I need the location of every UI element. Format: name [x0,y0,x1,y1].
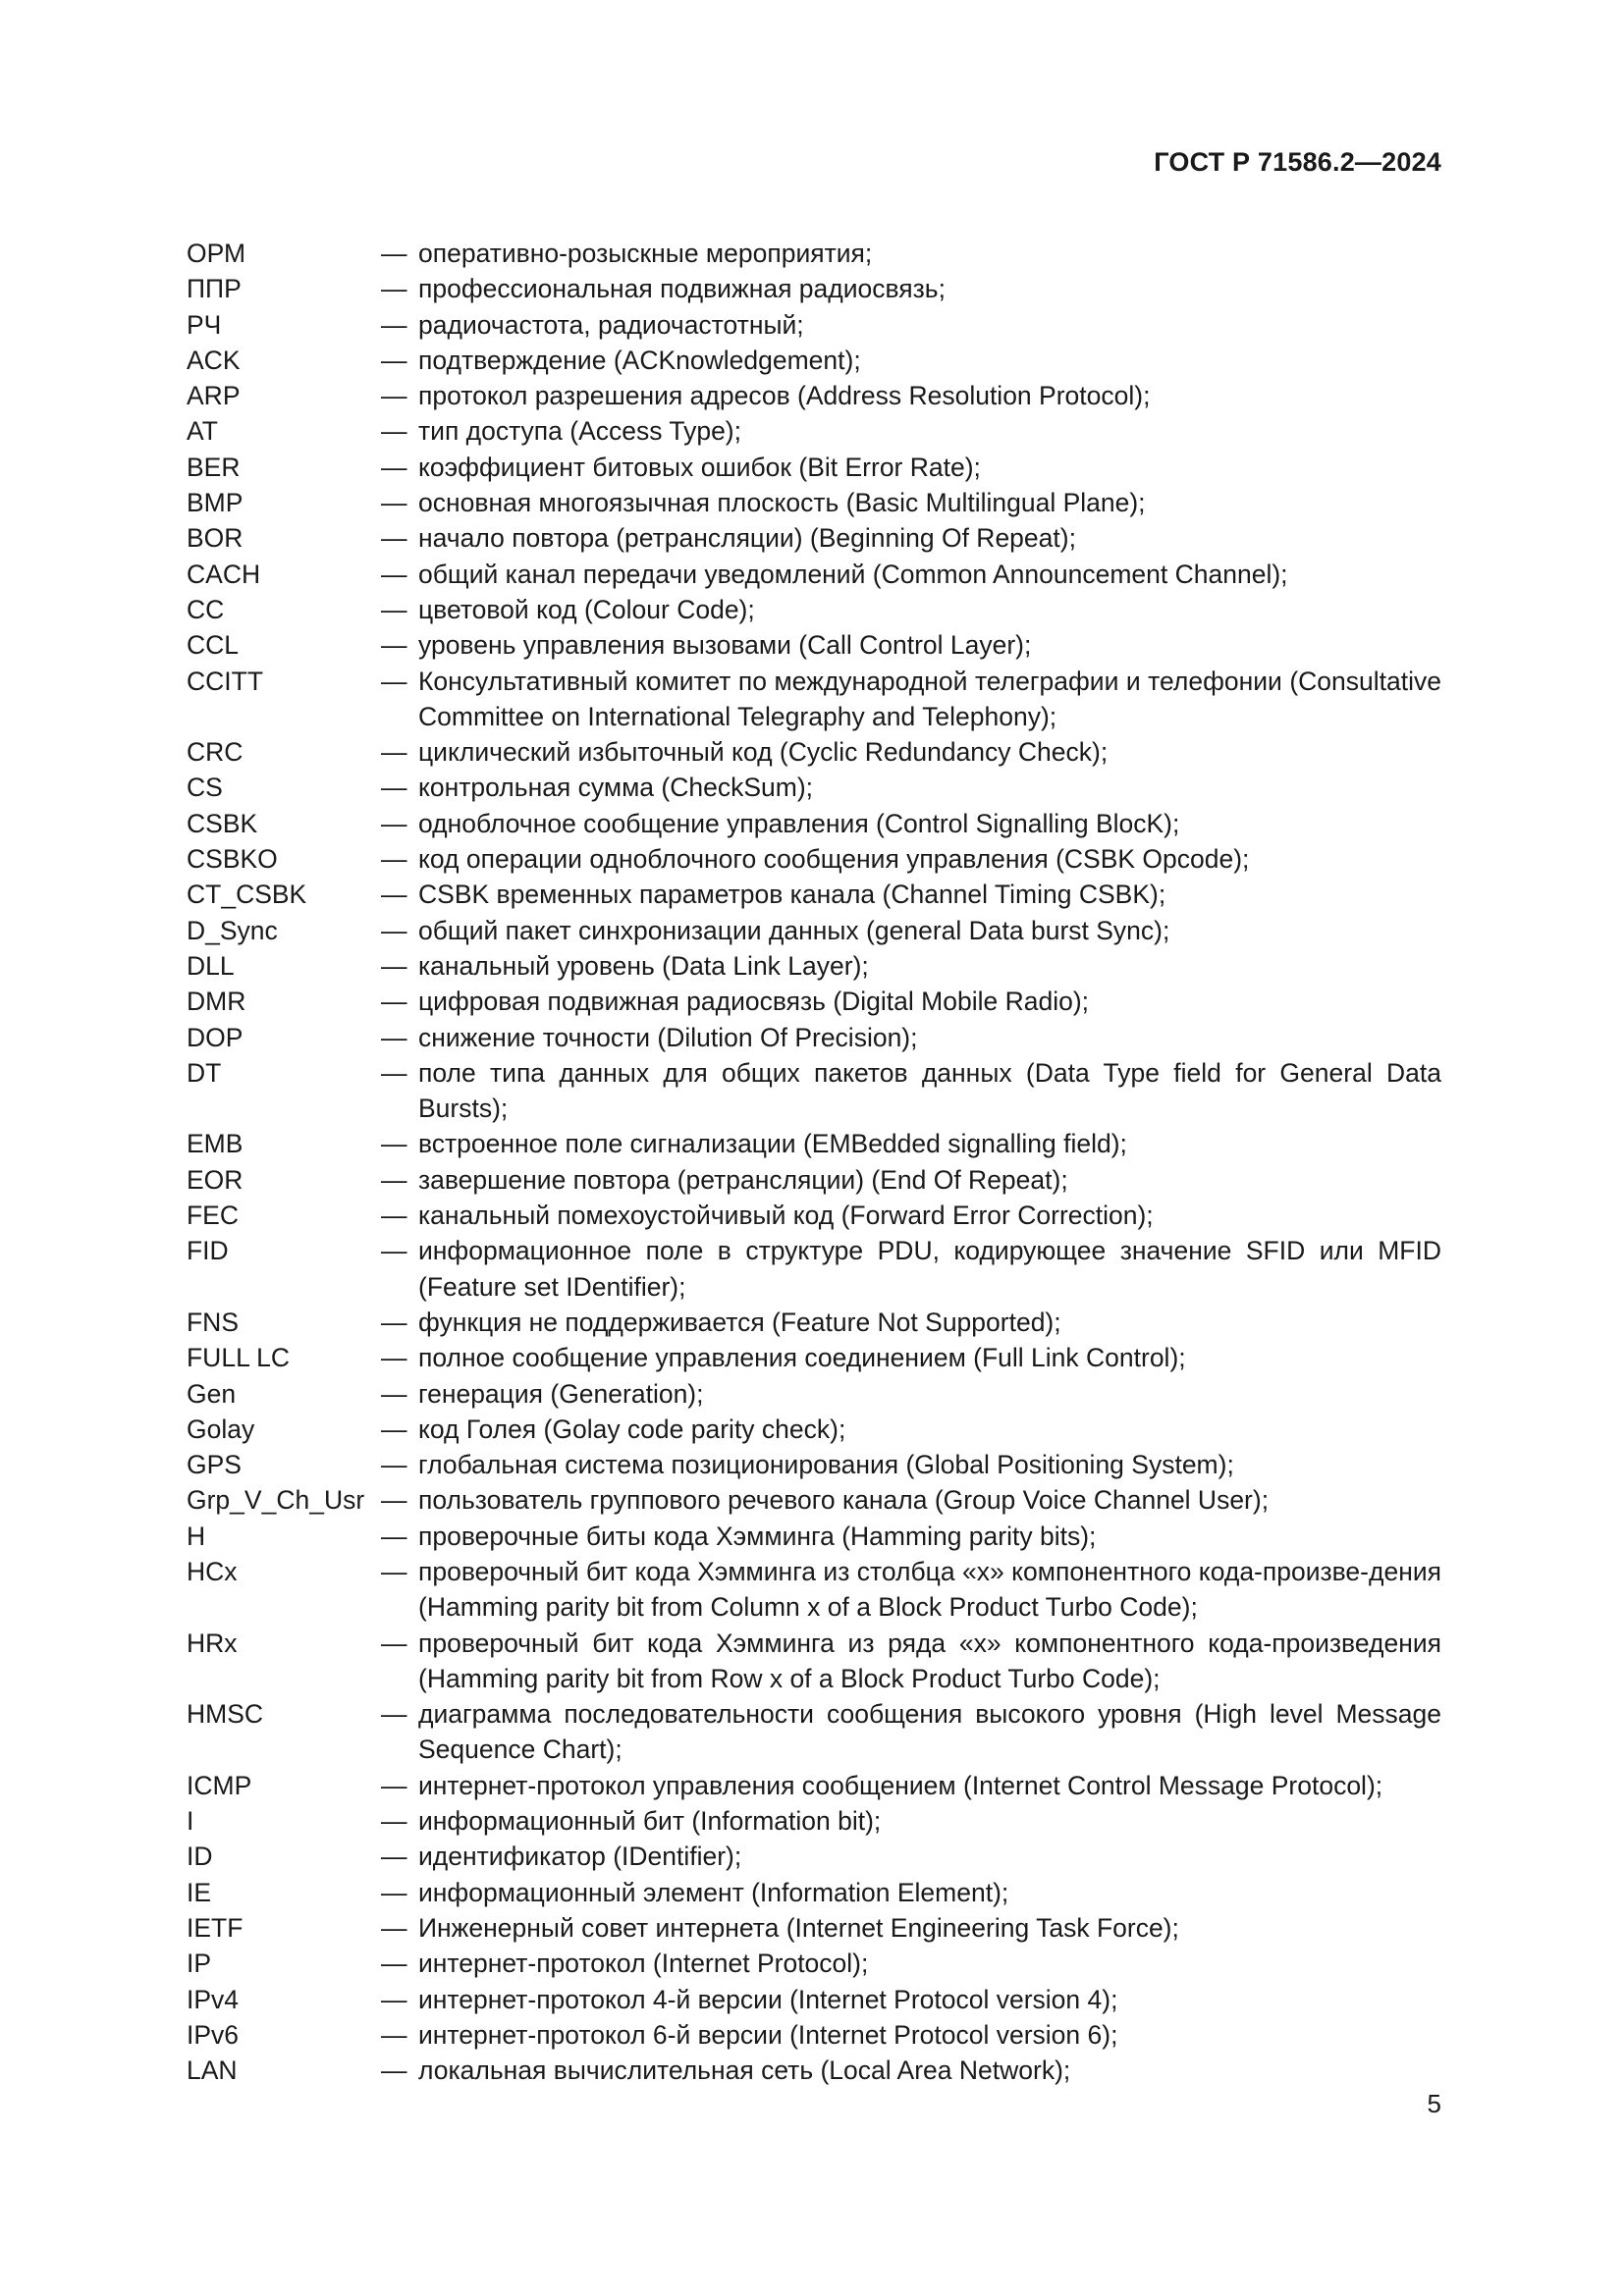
abbreviation-term: EOR [187,1164,244,1195]
abbreviation-term: LAN [187,2056,238,2086]
abbreviation-definition: информационный элемент (Information Element); [418,1877,1009,1907]
abbreviation-row [187,1447,1441,1482]
abbreviation-row [187,1162,1441,1198]
abbreviation-row [187,913,1441,948]
abbreviation-row [187,984,1441,1019]
abbreviation-dash: — [381,1770,407,1800]
abbreviation-row [187,2017,1441,2053]
abbreviation-definition: Консультативный комитет по международной телеграфии и телефонии (Consultative Committee on International Telegraphy and Telephony); [418,666,1441,731]
abbreviation-row [187,1696,1441,1768]
abbreviation-term: CC [187,594,225,624]
document-header-standard: ГОСТ Р 71586.2—2024 [1154,147,1441,177]
abbreviation-term: GPS [187,1450,242,1480]
abbreviation-row [187,485,1441,520]
abbreviation-dash: — [381,345,407,375]
abbreviation-row [187,627,1441,663]
abbreviation-term: HCx [187,1556,238,1586]
abbreviation-definition: локальная вычислительная сеть (Local Area Network); [418,2056,1071,2086]
abbreviation-dash: — [381,630,407,661]
abbreviation-dash: — [381,880,407,910]
abbreviation-term: HRx [187,1628,238,1658]
abbreviation-term: IETF [187,1912,244,1943]
abbreviation-row [187,592,1441,627]
abbreviation-definition: интернет-протокол 4-й версии (Internet Protocol version 4); [418,1984,1118,2014]
abbreviation-term: Golay [187,1414,255,1444]
abbreviation-dash: — [381,1307,407,1337]
abbreviation-term: РЧ [187,309,222,340]
abbreviation-term: ID [187,1842,213,1872]
abbreviation-term: FNS [187,1307,239,1337]
abbreviation-dash: — [381,987,407,1017]
abbreviation-definition: контрольная сумма (CheckSum); [418,773,814,803]
abbreviation-definition: Инженерный совет интернета (Internet Engineering Task Force); [418,1912,1179,1943]
abbreviation-definition: одноблочное сообщение управления (Control Signalling BlocK); [418,808,1180,838]
abbreviation-row [187,1554,1441,1626]
abbreviation-term: IP [187,1949,212,1979]
abbreviation-dash: — [381,1236,407,1266]
abbreviation-row [187,1839,1441,1874]
abbreviation-term: I [187,1806,194,1837]
abbreviation-term: CSBK [187,808,258,838]
abbreviation-definition: информационное поле в структуре PDU, кодирующее значение SFID или MFID (Feature set IDentifier); [418,1236,1441,1302]
abbreviation-dash: — [381,808,407,838]
abbreviation-row [187,734,1441,770]
abbreviation-definition: общий пакет синхронизации данных (general Data burst Sync); [418,915,1170,945]
abbreviation-dash: — [381,1022,407,1052]
abbreviation-row [187,1340,1441,1375]
abbreviation-row [187,1412,1441,1447]
abbreviation-term: CRC [187,737,244,768]
abbreviation-definition: идентификатор (IDentifier); [418,1842,742,1872]
abbreviation-dash: — [381,416,407,447]
abbreviation-term: DOP [187,1022,244,1052]
abbreviation-definition: оперативно-розыскные мероприятия; [418,239,873,268]
abbreviation-row [187,948,1441,984]
abbreviation-term: DT [187,1057,222,1088]
abbreviation-definition: цветовой код (Colour Code); [418,594,755,624]
abbreviation-dash: — [381,1485,407,1516]
abbreviation-definition: циклический избыточный код (Cyclic Redundancy Check); [418,737,1109,768]
abbreviation-row [187,1982,1441,2017]
abbreviation-definition: канальный уровень (Data Link Layer); [418,950,869,981]
abbreviation-definition: пользователь группового речевого канала (Group Voice Channel User); [418,1485,1270,1516]
abbreviation-row [187,1946,1441,1981]
abbreviations-list [187,236,1441,2088]
abbreviation-row [187,806,1441,841]
abbreviation-row [187,413,1441,449]
abbreviation-definition: коэффициент битовых ошибок (Bit Error Rate); [418,452,981,482]
abbreviation-dash: — [381,488,407,518]
abbreviation-definition: начало повтора (ретрансляции) (Beginning Of Repeat); [418,523,1076,554]
page-number: 5 [1427,2089,1441,2118]
abbreviation-row [187,1768,1441,1803]
abbreviation-term: DMR [187,987,246,1017]
abbreviation-term: BMP [187,488,244,518]
abbreviation-definition: радиочастота, радиочастотный; [418,309,804,340]
abbreviation-definition: полное сообщение управления соединением (Full Link Control); [418,1343,1186,1373]
abbreviation-definition: цифровая подвижная радиосвязь (Digital Mobile Radio); [418,987,1090,1017]
abbreviation-term: IE [187,1877,212,1907]
abbreviation-row [187,1198,1441,1233]
abbreviation-term: CT_CSBK [187,880,307,910]
abbreviation-term: CCL [187,630,240,661]
abbreviation-definition: генерация (Generation); [418,1378,704,1409]
abbreviation-term: ICMP [187,1770,252,1800]
abbreviation-dash: — [381,1450,407,1480]
abbreviation-term: ОРМ [187,239,246,268]
abbreviation-row [187,520,1441,556]
abbreviation-dash: — [381,1414,407,1444]
abbreviation-dash: — [381,2019,407,2050]
abbreviation-term: FULL LC [187,1343,291,1373]
abbreviation-dash: — [381,2056,407,2086]
abbreviation-row [187,1055,1441,1127]
abbreviation-dash: — [381,844,407,875]
abbreviation-definition: общий канал передачи уведомлений (Common Announcement Channel); [418,559,1288,589]
abbreviation-term: DLL [187,950,235,981]
abbreviation-row [187,1875,1441,1910]
abbreviation-dash: — [381,1806,407,1837]
abbreviation-definition: функция не поддерживается (Feature Not Supported); [418,1307,1061,1337]
abbreviation-dash: — [381,1842,407,1872]
abbreviation-dash: — [381,381,407,411]
abbreviation-dash: — [381,1699,407,1730]
abbreviation-term: D_Sync [187,915,278,945]
abbreviation-definition: CSBK временных параметров канала (Channel Timing CSBK); [418,880,1166,910]
abbreviation-row [187,2053,1441,2088]
abbreviation-definition: основная многоязычная плоскость (Basic Multilingual Plane); [418,488,1146,518]
abbreviation-dash: — [381,1129,407,1159]
abbreviation-term: HMSC [187,1699,264,1730]
abbreviation-definition: завершение повтора (ретрансляции) (End Of Repeat); [418,1164,1068,1195]
abbreviation-term: FID [187,1236,229,1266]
abbreviation-term: FEC [187,1201,239,1231]
abbreviation-dash: — [381,1628,407,1658]
abbreviation-definition: проверочные биты кода Хэмминга (Hamming parity bits); [418,1521,1097,1551]
abbreviation-definition: интернет-протокол 6-й версии (Internet Protocol version 6); [418,2019,1118,2050]
abbreviation-term: ППР [187,274,242,304]
abbreviation-definition: профессиональная подвижная радиосвязь; [418,274,946,304]
abbreviation-dash: — [381,773,407,803]
abbreviation-dash: — [381,1057,407,1088]
abbreviation-dash: — [381,915,407,945]
abbreviation-row [187,877,1441,912]
abbreviation-definition: канальный помехоустойчивый код (Forward Error Correction); [418,1201,1154,1231]
abbreviation-definition: код операции одноблочного сообщения управления (CSBK Opcode); [418,844,1250,875]
abbreviation-term: BOR [187,523,244,554]
abbreviation-definition: поле типа данных для общих пакетов данных (Data Type field for General Data Bursts); [418,1057,1441,1124]
abbreviation-row [187,1126,1441,1161]
abbreviation-term: ARP [187,381,241,411]
abbreviation-row [187,307,1441,343]
abbreviation-dash: — [381,1949,407,1979]
abbreviation-dash: — [381,1556,407,1586]
abbreviation-definition: тип доступа (Access Type); [418,416,741,447]
abbreviation-row [187,1020,1441,1055]
abbreviation-term: EMB [187,1129,244,1159]
abbreviation-row [187,841,1441,877]
abbreviation-definition: встроенное поле сигнализации (EMBedded signalling field); [418,1129,1127,1159]
abbreviation-term: BER [187,452,241,482]
abbreviation-term: IPv6 [187,2019,240,2050]
abbreviation-row [187,664,1441,735]
abbreviation-definition: интернет-протокол (Internet Protocol); [418,1949,869,1979]
abbreviation-row [187,343,1441,378]
abbreviation-row [187,1482,1441,1518]
abbreviation-row [187,1803,1441,1839]
abbreviation-row [187,770,1441,805]
abbreviation-dash: — [381,1984,407,2014]
abbreviation-row [187,1910,1441,1946]
abbreviation-dash: — [381,594,407,624]
abbreviation-dash: — [381,452,407,482]
abbreviation-term: CSBKO [187,844,278,875]
abbreviation-dash: — [381,274,407,304]
abbreviation-term: Gen [187,1378,237,1409]
abbreviation-dash: — [381,666,407,696]
abbreviation-definition: снижение точности (Dilution Of Precision); [418,1022,918,1052]
abbreviation-row [187,236,1441,271]
abbreviation-term: CACH [187,559,261,589]
abbreviation-definition: интернет-протокол управления сообщением (Internet Control Message Protocol); [418,1770,1383,1800]
abbreviation-term: Grp_V_Ch_Usr [187,1485,365,1516]
abbreviation-term: CS [187,773,223,803]
abbreviation-term: IPv4 [187,1984,240,2014]
abbreviation-definition: диаграмма последовательности сообщения высокого уровня (High level Message Sequence Chart); [418,1699,1441,1765]
abbreviation-dash: — [381,1201,407,1231]
abbreviation-term: ACK [187,345,241,375]
abbreviation-definition: подтверждение (ACKnowledgement); [418,345,861,375]
abbreviation-dash: — [381,239,407,268]
abbreviation-row [187,378,1441,413]
abbreviation-definition: протокол разрешения адресов (Address Resolution Protocol); [418,381,1151,411]
abbreviation-row [187,1519,1441,1554]
abbreviation-dash: — [381,309,407,340]
abbreviation-definition: проверочный бит кода Хэмминга из столбца «x» компонентного кода-произве-дения (Hamming parity bit from Column x of a Block Product Turbo Code); [418,1556,1441,1623]
abbreviation-term: AT [187,416,218,447]
abbreviation-definition: проверочный бит кода Хэмминга из ряда «x» компонентного кода-произведения (Hamming parity bit from Row x of a Block Product Turbo Code); [418,1628,1441,1693]
abbreviation-definition: код Голея (Golay code parity check); [418,1414,846,1444]
abbreviation-row [187,1233,1441,1305]
abbreviation-term: H [187,1521,206,1551]
abbreviation-definition: информационный бит (Information bit); [418,1806,882,1837]
abbreviation-dash: — [381,950,407,981]
abbreviation-row [187,271,1441,306]
abbreviation-dash: — [381,1521,407,1551]
abbreviation-dash: — [381,1343,407,1373]
abbreviation-row [187,557,1441,592]
abbreviation-dash: — [381,1164,407,1195]
abbreviation-row [187,1626,1441,1697]
abbreviation-row [187,450,1441,485]
abbreviation-dash: — [381,1912,407,1943]
abbreviation-definition: уровень управления вызовами (Call Control Layer); [418,630,1032,661]
abbreviation-dash: — [381,1378,407,1409]
abbreviation-dash: — [381,523,407,554]
abbreviation-term: CCITT [187,666,264,696]
abbreviation-row [187,1305,1441,1340]
abbreviation-dash: — [381,559,407,589]
abbreviation-dash: — [381,1877,407,1907]
abbreviation-definition: глобальная система позиционирования (Global Positioning System); [418,1450,1234,1480]
abbreviation-dash: — [381,737,407,768]
abbreviation-row [187,1376,1441,1412]
